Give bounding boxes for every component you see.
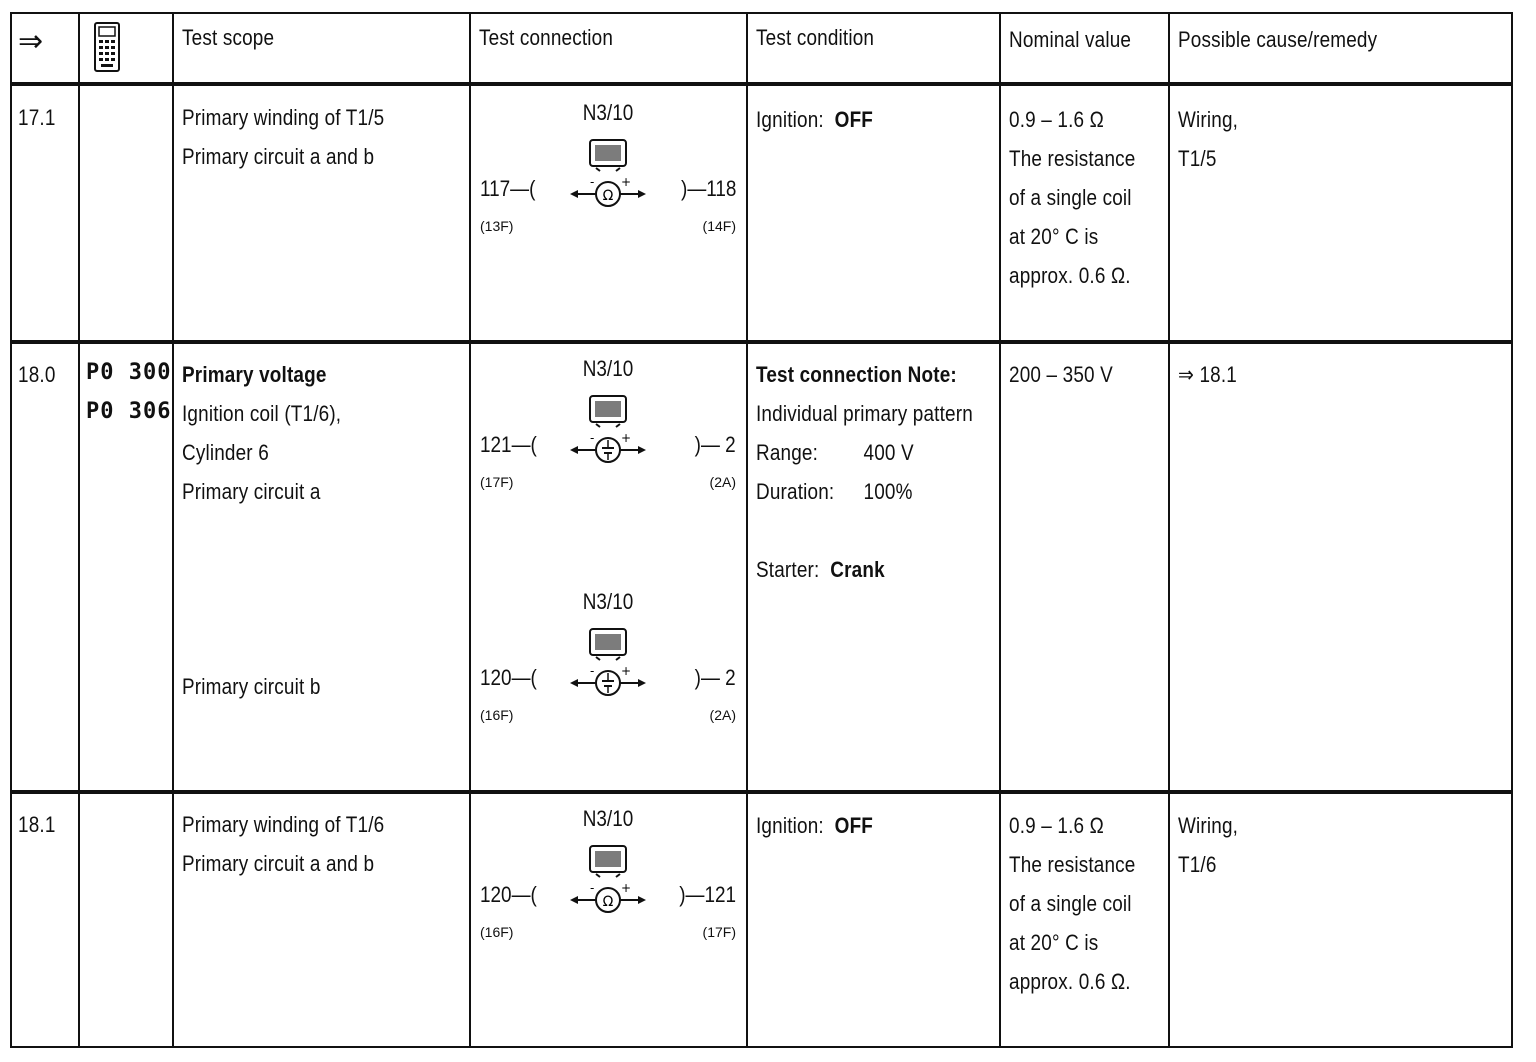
svg-text:Ω: Ω [602,894,614,910]
svg-text:-: - [590,664,595,678]
col-divider [469,12,471,1048]
header-possible-cause: Possible cause/remedy [1178,27,1378,52]
test-scope: Primary winding of T1/5 Primary circuit a and b [182,105,385,169]
col-divider [746,12,748,1048]
left-pin: (17F) [480,474,514,490]
device-label: N3/10 [582,356,634,381]
ohmmeter-symbol-icon [568,174,648,210]
svg-text:-: - [590,431,595,445]
left-pin: (16F) [480,707,514,723]
nominal-value: 0.9 – 1.6 Ω The resistance of a single coil at 20° C is approx. 0.6 Ω. [1009,813,1136,994]
arrow-header: ⇒ [18,25,44,58]
test-scope: Primary winding of T1/6 Primary circuit a and b [182,812,385,876]
handheld-tester-icon [94,22,120,77]
col-divider [172,12,174,1048]
header-test-connection: Test connection [479,25,614,50]
header-nominal-value: Nominal value [1009,27,1132,52]
ohmmeter-symbol-icon [568,880,648,916]
col-divider [78,12,80,1048]
svg-text:+: + [621,664,632,678]
test-connection-diagram [472,589,744,729]
row-divider [10,790,1513,794]
right-terminal: )—118 [680,176,736,201]
tester-device-icon [588,627,628,661]
test-scope: Primary voltage Ignition coil (T1/6), Cylinder 6 Primary circuit a [182,362,342,504]
right-pin: (2A) [709,707,736,723]
header-divider [10,82,1513,86]
right-terminal: )— 2 [694,665,736,690]
table-border-top [10,12,1513,14]
test-connection-diagram [472,100,744,240]
nominal-value: 200 – 350 V [1009,362,1113,387]
svg-text:Ω: Ω [602,188,614,204]
step-number: 18.0 [18,362,56,387]
test-connection-diagram [472,806,744,946]
step-number: 18.1 [18,812,56,837]
voltage-symbol-icon [568,430,648,466]
test-connection-diagram [472,356,744,496]
fault-code: P0 300 [86,360,172,385]
header-test-scope: Test scope [182,25,275,50]
possible-cause: Wiring, T1/5 [1178,107,1239,171]
col-divider [1168,12,1170,1048]
table-border-bottom [10,1046,1513,1048]
right-pin: (17F) [702,924,736,940]
left-pin: (16F) [480,924,514,940]
col-divider [1511,12,1513,1048]
svg-text:+: + [621,431,632,445]
left-terminal: 117—( [480,176,536,201]
left-terminal: 120—( [480,665,537,690]
test-scope-circuit-b: Primary circuit b [182,674,321,699]
right-pin: (2A) [709,474,736,490]
test-condition: Ignition: OFF [756,813,874,838]
possible-cause-link[interactable]: ⇒ 18.1 [1178,362,1237,387]
step-number: 17.1 [18,105,56,130]
device-label: N3/10 [582,806,634,831]
device-label: N3/10 [582,589,634,614]
svg-text:-: - [590,881,595,895]
fault-code: P0 306 [86,399,172,424]
test-condition: Ignition: OFF [756,107,874,132]
svg-text:+: + [621,175,632,189]
right-pin: (14F) [702,218,736,234]
right-terminal: )— 2 [694,432,736,457]
svg-text:+: + [621,881,632,895]
col-divider [10,12,12,1048]
left-terminal: 120—( [480,882,537,907]
row-divider [10,340,1513,344]
device-label: N3/10 [582,100,634,125]
tester-device-icon [588,138,628,172]
left-pin: (13F) [480,218,514,234]
tester-device-icon [588,844,628,878]
right-terminal: )—121 [679,882,736,907]
svg-text:-: - [590,175,595,189]
voltage-symbol-icon [568,663,648,699]
header-test-condition: Test condition [756,25,875,50]
tester-device-icon [588,394,628,428]
test-condition: Test connection Note: Individual primary pattern Range: 400 V Duration: 100% Starter: Crank [756,362,973,582]
left-terminal: 121—( [480,432,537,457]
possible-cause: Wiring, T1/6 [1178,813,1239,877]
col-divider [999,12,1001,1048]
nominal-value: 0.9 – 1.6 Ω The resistance of a single coil at 20° C is approx. 0.6 Ω. [1009,107,1136,288]
